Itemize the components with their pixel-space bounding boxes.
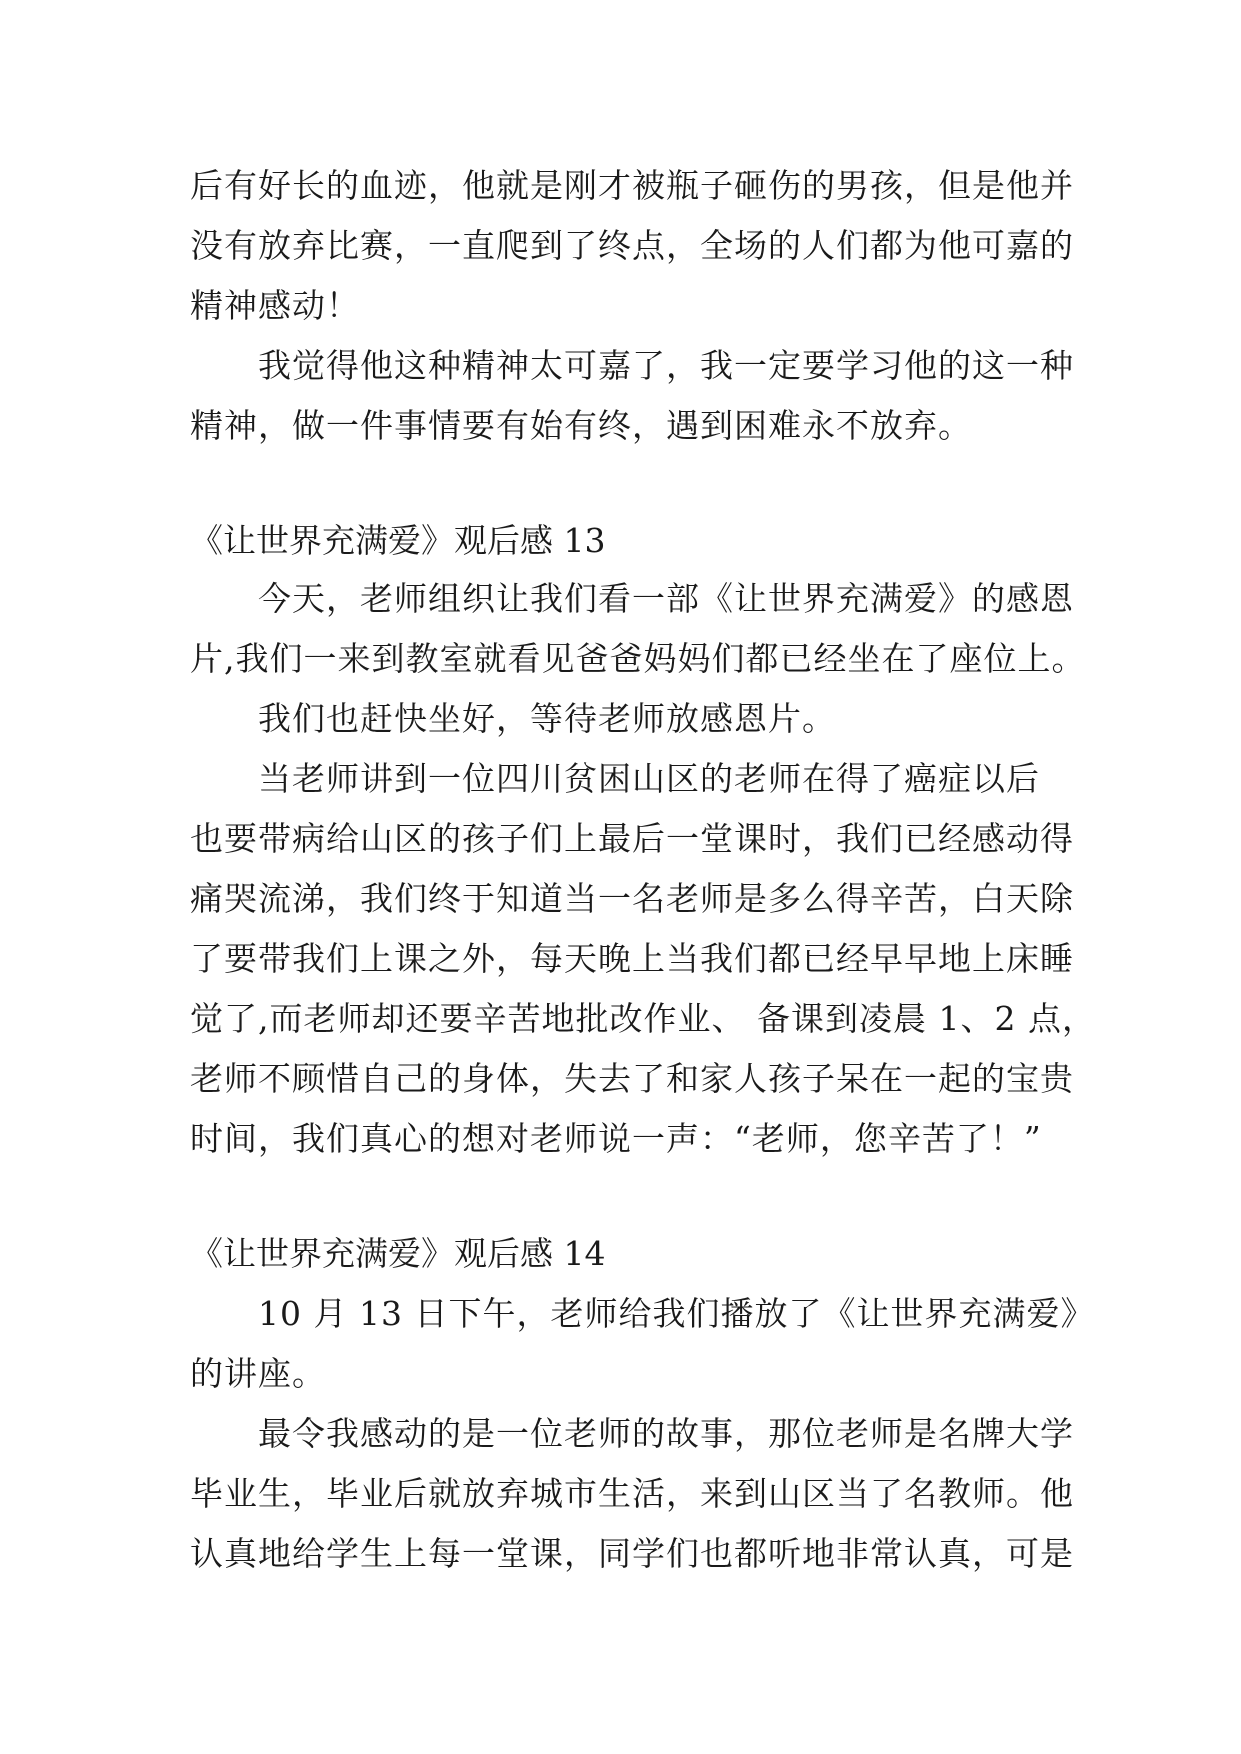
paragraph-line: 痛哭流涕，我们终于知道当一名老师是多么得辛苦，白天除 [190,879,1074,918]
paragraph-line: 我们也赶快坐好，等待老师放感恩片。 [258,699,836,738]
paragraph-line: 片,我们一来到教室就看见爸爸妈妈们都已经坐在了座位上。 [190,639,1086,678]
section-heading: 《让世界充满爱》观后感 13 [190,521,606,560]
paragraph-line: 我觉得他这种精神太可嘉了，我一定要学习他的这一种 [258,346,1074,385]
paragraph-line: 没有放弃比赛，一直爬到了终点，全场的人们都为他可嘉的 [190,226,1074,265]
paragraph-line: 今天，老师组织让我们看一部《让世界充满爱》的感恩 [258,579,1074,618]
paragraph-line: 精神，做一件事情要有始有终，遇到困难永不放弃。 [190,406,972,445]
section-heading: 《让世界充满爱》观后感 14 [190,1234,606,1273]
paragraph-line: 觉了,而老师却还要辛苦地批改作业、 备课到凌晨 1、2 点， [190,999,1096,1038]
paragraph-line: 最令我感动的是一位老师的故事，那位老师是名牌大学 [258,1414,1074,1453]
paragraph-line: 10 月 13 日下午，老师给我们播放了《让世界充满爱》 [258,1294,1095,1333]
paragraph-line: 认真地给学生上每一堂课，同学们也都听地非常认真，可是 [190,1534,1074,1573]
paragraph-line: 毕业生，毕业后就放弃城市生活，来到山区当了名教师。他 [190,1474,1074,1513]
paragraph-line: 当老师讲到一位四川贫困山区的老师在得了癌症以后 [258,759,1040,798]
paragraph-line: 老师不顾惜自己的身体，失去了和家人孩子呆在一起的宝贵 [190,1059,1074,1098]
paragraph-line: 后有好长的血迹，他就是刚才被瓶子砸伤的男孩，但是他并 [190,166,1074,205]
paragraph-line: 时间，我们真心的想对老师说一声：“老师，您辛苦了！” [190,1119,1042,1158]
paragraph-line: 的讲座。 [190,1354,326,1393]
paragraph-line: 了要带我们上课之外，每天晚上当我们都已经早早地上床睡 [190,939,1074,978]
paragraph-line: 精神感动！ [190,286,360,325]
paragraph-line: 也要带病给山区的孩子们上最后一堂课时，我们已经感动得 [190,819,1074,858]
